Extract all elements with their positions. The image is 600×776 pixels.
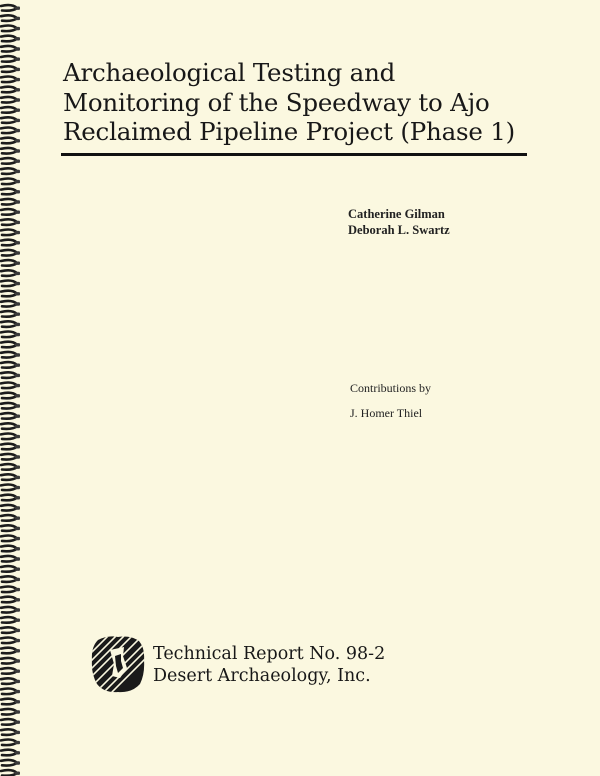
binding-hole xyxy=(15,241,20,244)
binding-hole xyxy=(15,496,20,499)
binding-hole xyxy=(15,17,20,20)
binding-coil xyxy=(1,209,17,215)
binding-hole xyxy=(15,476,20,479)
binding-hole xyxy=(15,588,20,591)
binding-hole xyxy=(15,211,20,214)
binding-hole xyxy=(15,404,20,407)
binding-hole xyxy=(15,262,20,265)
binding-hole xyxy=(15,58,20,61)
binding-hole xyxy=(15,353,20,356)
binding-coil xyxy=(1,168,17,174)
binding-coil xyxy=(1,556,17,562)
binding-coil xyxy=(1,97,17,103)
binding-hole xyxy=(15,619,20,622)
binding-hole xyxy=(15,221,20,224)
binding-hole xyxy=(15,282,20,285)
binding-coil xyxy=(1,189,17,195)
binding-hole xyxy=(15,455,20,458)
binding-hole xyxy=(15,78,20,81)
binding-hole xyxy=(15,170,20,173)
binding-hole xyxy=(15,537,20,540)
binding-hole xyxy=(15,608,20,611)
binding-hole xyxy=(15,109,20,112)
binding-coil xyxy=(1,77,17,83)
binding-coil xyxy=(1,740,17,746)
binding-coil xyxy=(1,515,17,521)
binding-coil xyxy=(1,393,17,399)
binding-coil xyxy=(1,362,17,368)
binding-coil xyxy=(1,444,17,450)
binding-hole xyxy=(15,180,20,183)
title-line-2: Monitoring of the Speedway to Ajo xyxy=(63,87,490,117)
binding-hole xyxy=(15,670,20,673)
binding-hole xyxy=(15,160,20,163)
binding-hole xyxy=(15,139,20,142)
binding-hole xyxy=(15,639,20,642)
binding-coil xyxy=(1,719,17,725)
binding-hole xyxy=(15,506,20,509)
binding-coil xyxy=(1,699,17,705)
binding-coil xyxy=(1,5,17,11)
binding-hole xyxy=(15,721,20,724)
binding-hole xyxy=(15,547,20,550)
binding-coil xyxy=(1,536,17,542)
binding-hole xyxy=(15,741,20,744)
binding-hole xyxy=(15,7,20,10)
binding-coil xyxy=(1,148,17,154)
binding-hole xyxy=(15,333,20,336)
binding-coil xyxy=(1,117,17,123)
binding-coil xyxy=(1,505,17,511)
binding-coil xyxy=(1,291,17,297)
binding-coil xyxy=(1,15,17,21)
binding-coil xyxy=(1,587,17,593)
binding-coil xyxy=(1,260,17,266)
binding-hole xyxy=(15,710,20,713)
binding-hole xyxy=(15,394,20,397)
binding-coil xyxy=(1,525,17,531)
binding-coil xyxy=(1,597,17,603)
binding-coil xyxy=(1,750,17,756)
binding-hole xyxy=(15,68,20,71)
binding-coil xyxy=(1,36,17,42)
binding-coil xyxy=(1,678,17,684)
binding-hole xyxy=(15,37,20,40)
binding-hole xyxy=(15,231,20,234)
binding-coil xyxy=(1,638,17,644)
binding-coil xyxy=(1,403,17,409)
binding-coil xyxy=(1,372,17,378)
binding-coil xyxy=(1,464,17,470)
binding-coil xyxy=(1,546,17,552)
binding-hole xyxy=(15,445,20,448)
binding-coil xyxy=(1,281,17,287)
binding-coil xyxy=(1,250,17,256)
binding-hole xyxy=(15,466,20,469)
binding-hole xyxy=(15,578,20,581)
binding-coil xyxy=(1,138,17,144)
binding-hole xyxy=(15,119,20,122)
binding-hole xyxy=(15,88,20,91)
binding-coil xyxy=(1,474,17,480)
binding-hole xyxy=(15,364,20,367)
binding-coil xyxy=(1,158,17,164)
author-name: Catherine Gilman xyxy=(348,207,445,221)
title-line-3: Reclaimed Pipeline Project (Phase 1) xyxy=(63,117,516,146)
binding-hole xyxy=(15,486,20,489)
binding-coil xyxy=(1,576,17,582)
binding-hole xyxy=(15,47,20,50)
binding-coil xyxy=(1,495,17,501)
report-info xyxy=(153,643,385,687)
binding-coil xyxy=(1,413,17,419)
binding-hole xyxy=(15,313,20,316)
binding-hole xyxy=(15,149,20,152)
binding-hole xyxy=(15,251,20,254)
binding-hole xyxy=(15,527,20,530)
binding-hole xyxy=(15,374,20,377)
binding-coil xyxy=(1,66,17,72)
binding-coil xyxy=(1,760,17,766)
binding-coil xyxy=(1,230,17,236)
binding-coil xyxy=(1,709,17,715)
title-rule xyxy=(61,153,527,156)
binding-coil xyxy=(1,434,17,440)
binding-coil xyxy=(1,56,17,62)
binding-coil xyxy=(1,658,17,664)
binding-coil xyxy=(1,321,17,327)
desert-archaeology-logo-icon xyxy=(90,634,146,694)
binding-coil xyxy=(1,332,17,338)
binding-hole xyxy=(15,680,20,683)
binding-hole xyxy=(15,772,20,775)
binding-hole xyxy=(15,292,20,295)
binding-hole xyxy=(15,425,20,428)
binding-coil xyxy=(1,270,17,276)
binding-hole xyxy=(15,659,20,662)
binding-hole xyxy=(15,190,20,193)
binding-hole xyxy=(15,517,20,520)
spiral-binding-icon xyxy=(0,0,26,776)
binding-coil xyxy=(1,107,17,113)
binding-hole xyxy=(15,690,20,693)
binding-hole xyxy=(15,272,20,275)
binding-coil xyxy=(1,301,17,307)
publisher-name: Desert Archaeology, Inc. xyxy=(153,666,371,686)
binding-coil xyxy=(1,770,17,776)
binding-hole xyxy=(15,27,20,30)
contributor-name: J. Homer Thiel xyxy=(350,406,423,420)
binding-coil xyxy=(1,342,17,348)
binding-hole xyxy=(15,343,20,346)
contributions-label: Contributions by xyxy=(350,381,432,395)
binding-coil xyxy=(1,311,17,317)
binding-coil xyxy=(1,199,17,205)
binding-hole xyxy=(15,557,20,560)
binding-hole xyxy=(15,129,20,132)
binding-hole xyxy=(15,200,20,203)
binding-coil xyxy=(1,352,17,358)
binding-coil xyxy=(1,46,17,52)
binding-hole xyxy=(15,435,20,438)
binding-coil xyxy=(1,729,17,735)
binding-coil xyxy=(1,87,17,93)
binding-hole xyxy=(15,700,20,703)
author-name: Deborah L. Swartz xyxy=(348,223,450,237)
binding-hole xyxy=(15,751,20,754)
binding-hole xyxy=(15,384,20,387)
binding-coil xyxy=(1,485,17,491)
binding-coil xyxy=(1,668,17,674)
binding-hole xyxy=(15,629,20,632)
report-title xyxy=(63,58,543,147)
binding-coil xyxy=(1,240,17,246)
binding-hole xyxy=(15,598,20,601)
binding-hole xyxy=(15,415,20,418)
binding-coil xyxy=(1,26,17,32)
binding-coil xyxy=(1,617,17,623)
binding-hole xyxy=(15,98,20,101)
binding-hole xyxy=(15,649,20,652)
binding-coil xyxy=(1,423,17,429)
binding-hole xyxy=(15,302,20,305)
binding-coil xyxy=(1,627,17,633)
binding-coil xyxy=(1,607,17,613)
binding-hole xyxy=(15,761,20,764)
binding-coil xyxy=(1,566,17,572)
binding-coil xyxy=(1,648,17,654)
binding-coil xyxy=(1,689,17,695)
binding-hole xyxy=(15,731,20,734)
author-list xyxy=(348,206,450,238)
binding-coil xyxy=(1,128,17,134)
binding-coil xyxy=(1,219,17,225)
binding-hole xyxy=(15,323,20,326)
binding-hole xyxy=(15,568,20,571)
binding-coil xyxy=(1,383,17,389)
report-number: Technical Report No. 98-2 xyxy=(153,644,386,664)
binding-coil xyxy=(1,179,17,185)
title-line-1: Archaeological Testing and xyxy=(63,58,396,87)
binding-coil xyxy=(1,454,17,460)
